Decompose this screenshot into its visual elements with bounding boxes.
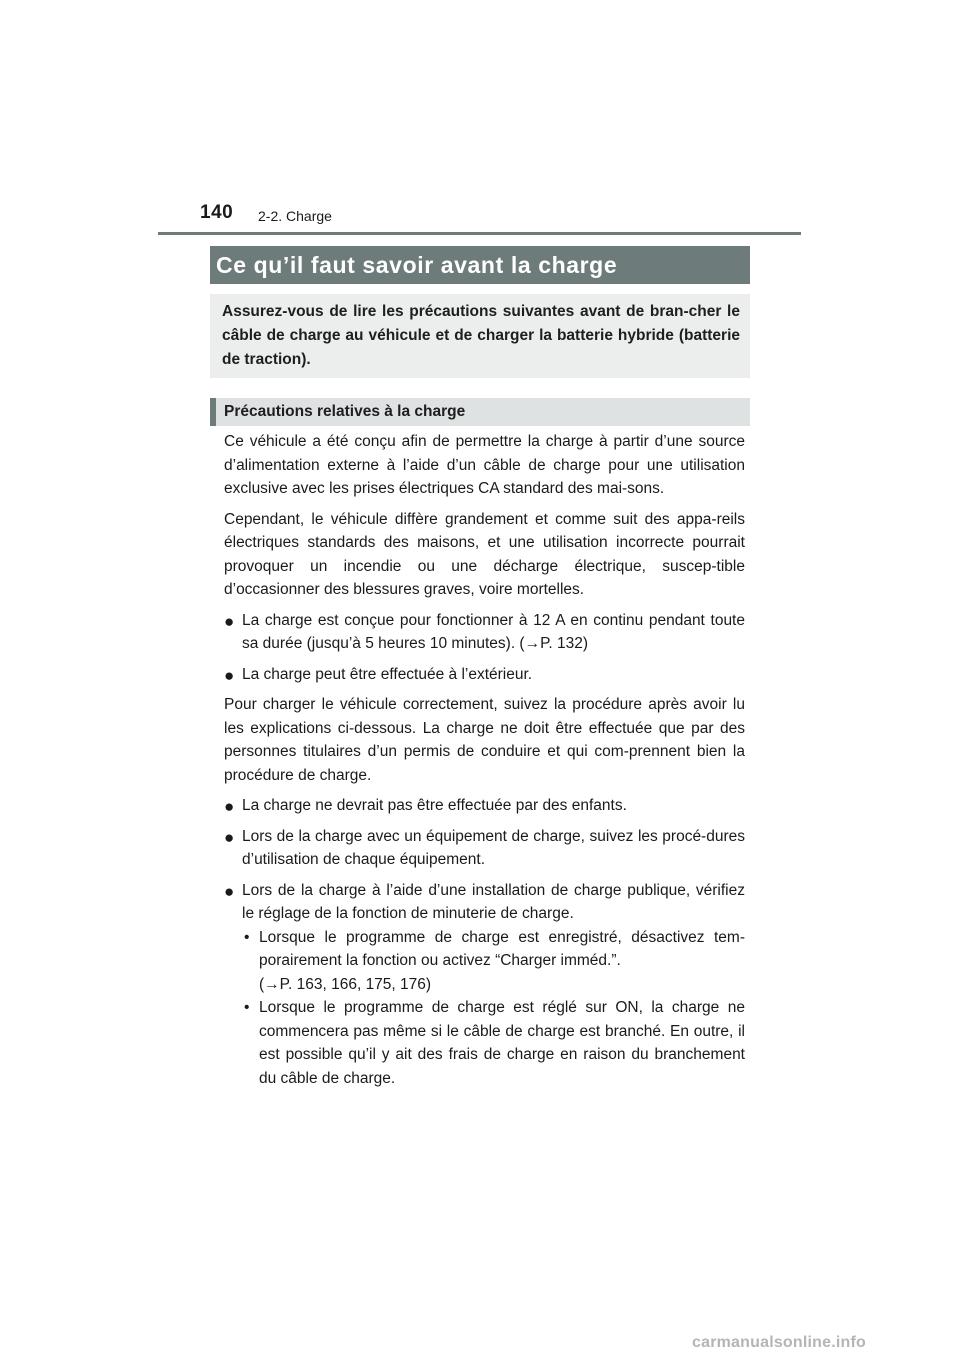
title-bar [210,246,750,284]
list-item-text: Lors de la charge à l’aide d’une installation de charge publique, vérifiez le réglage de la fonction de minuterie de charge. [242,881,745,922]
page-title: Ce qu’il faut savoir avant la charge [216,251,618,278]
list-item [224,794,745,818]
sub-list-item-text: Lorsque le programme de charge est enregistré, désactivez tem-porairement la fonction ou activez “Charger imméd.”. [259,928,745,969]
list-item-text: La charge peut être effectuée à l’extérieur. [242,665,533,683]
section-label: 2-2. Charge [258,208,332,224]
sub-bullet-icon: • [244,999,250,1016]
sub-list-item [224,996,745,1090]
paragraph: Pour charger le véhicule correctement, suivez la procédure après avoir lu les explications ci-dessous. La charge ne doit être effectuée que par des personnes titulaires d’un permis de conduire et qui com-prennent bien la procédure de charge. [224,696,745,784]
list-item-text: La charge est conçue pour fonctionner à 12 A en continu pendant toute sa durée (jusqu’à 5 heures 10 minutes). (→P. 132) [242,611,745,652]
page-reference: (→P. 163, 166, 175, 176) [259,975,432,993]
subheading-bar [210,398,750,426]
bullet-icon: ● [224,611,235,631]
bullet-icon: ● [224,881,235,901]
paragraph: Cependant, le véhicule diffère grandement et comme suit des appa-reils électriques standards des maisons, et une utilisation incorrecte pourrait provoquer un incendie ou une décharge électrique, suscep-tible d’occasionner des blessures graves, voire mortelles. [224,510,745,598]
body-text [224,430,745,1090]
sub-list-item [224,926,745,973]
bullet-icon: ● [224,827,235,847]
paragraph: Ce véhicule a été conçu afin de permettre la charge à partir d’une source d’alimentation externe à l’aide d’un câble de charge pour une utilisation exclusive avec les prises électriques CA standard des mai-sons. [224,433,745,497]
page-number: 140 [200,202,234,223]
list-item [224,609,745,656]
list-item-text: Lors de la charge avec un équipement de charge, suivez les procé-dures d’utilisation de chaque équipement. [242,827,745,868]
bullet-icon: ● [224,665,235,685]
sub-list-item-ref [224,973,745,997]
intro-text: Assurez-vous de lire les précautions suivantes avant de bran-cher le câble de charge au véhicule et de charger la batterie hybride (batterie de traction). [222,303,740,368]
list-item [224,879,745,926]
sub-list-item-text: Lorsque le programme de charge est réglé sur ON, la charge ne commencera pas même si le câble de charge est branché. En outre, il est possible qu’il y ait des frais de charge en raison du branchement du câble de charge. [259,999,745,1087]
subheading: Précautions relatives à la charge [224,403,466,420]
intro-box [210,294,750,378]
header-rule [158,232,801,235]
watermark: carmanualsonline.info [692,1334,867,1351]
list-item-text: La charge ne devrait pas être effectuée par des enfants. [242,797,627,814]
sub-bullet-icon: • [244,928,250,946]
list-item [224,663,745,687]
list-item [224,825,745,872]
bullet-icon: ● [224,797,235,816]
